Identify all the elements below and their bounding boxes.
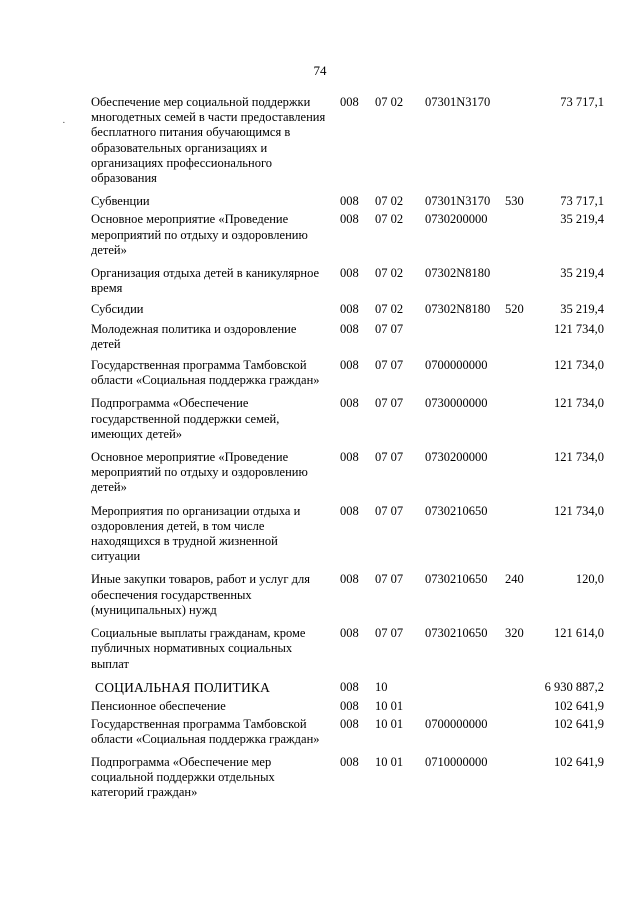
row-name: Мероприятия по организации отдыха и оздоровления детей, в том числе находящихся в трудной жизненной ситуации (91, 503, 301, 564)
row-name: Иные закупки товаров, работ и услуг для обеспечения государственных (муниципальных) нужд (91, 572, 311, 617)
row-amount: 121 734,0 (554, 450, 604, 465)
row-ministry-code: 008 (340, 698, 359, 713)
row-ministry-code: 008 (340, 95, 359, 109)
row-target-code: 07301N3170 (425, 194, 491, 209)
row-ministry-code: 008 (340, 503, 359, 518)
row-ministry-code: 008 (340, 572, 359, 587)
row-section-code: 07 02 (375, 266, 404, 281)
row-amount: 6 930 887,2 (544, 679, 604, 694)
row-amount: 35 219,4 (560, 212, 604, 227)
row-ministry-code: 008 (340, 754, 359, 769)
row-section-code: 07 07 (375, 572, 404, 587)
row-target-code: 0700000000 (425, 358, 488, 373)
table-row (0, 626, 640, 672)
row-ministry-code: 008 (340, 679, 359, 694)
row-name: СОЦИАЛЬНАЯ ПОЛИТИКА (95, 679, 271, 695)
row-expense-type-code: 530 (505, 194, 524, 209)
row-amount: 120,0 (575, 572, 604, 587)
table-row (0, 699, 640, 714)
row-target-code: 0730200000 (425, 450, 488, 465)
table-row (0, 266, 640, 296)
row-ministry-code: 008 (340, 321, 359, 336)
row-section-code: 10 01 (375, 754, 404, 769)
row-target-code: 0730200000 (425, 212, 488, 227)
row-target-code: 0700000000 (425, 717, 488, 732)
row-name: Субвенции (91, 194, 150, 209)
budget-table (0, 95, 640, 804)
row-name: Пенсионное обеспечение (91, 698, 226, 713)
row-section-code: 07 02 (375, 212, 404, 227)
row-ministry-code: 008 (340, 626, 359, 641)
table-row (0, 396, 640, 442)
row-name: Организация отдыха детей в каникулярное время (91, 266, 320, 296)
row-name: Молодежная политика и оздоровление детей (91, 321, 297, 351)
row-name: Основное мероприятие «Проведение мероприятий по отдыху и оздоровлению детей» (91, 212, 308, 257)
row-target-code: 0730210650 (425, 503, 488, 518)
row-expense-type-code: 240 (505, 572, 524, 587)
row-section-code: 07 02 (375, 194, 404, 209)
table-row (0, 358, 640, 388)
row-section-code: 07 07 (375, 626, 404, 641)
row-amount: 121 734,0 (554, 503, 604, 518)
row-target-code: 07302N8180 (425, 302, 491, 317)
row-ministry-code: 008 (340, 450, 359, 465)
row-amount: 73 717,1 (560, 194, 604, 209)
row-ministry-code: 008 (340, 302, 359, 317)
row-amount: 35 219,4 (560, 266, 604, 281)
row-ministry-code: 008 (340, 358, 359, 373)
table-row (0, 322, 640, 352)
row-name: Подпрограмма «Обеспечение мер социальной поддержки отдельных категорий граждан» (91, 754, 275, 799)
row-name: Подпрограмма «Обеспечение государственной поддержки семей, имеющих детей» (91, 396, 280, 441)
row-amount: 121 734,0 (554, 396, 604, 411)
row-ministry-code: 008 (340, 717, 359, 732)
row-expense-type-code: 520 (505, 302, 524, 317)
row-target-code: 07301N3170 (425, 95, 491, 109)
table-row (0, 450, 640, 496)
row-name: Субсидии (91, 302, 144, 317)
table-row (0, 302, 640, 317)
row-target-code: 0730210650 (425, 572, 488, 587)
row-name: Обеспечение мер социальной поддержки многодетных семей в части предоставления бесплатного питания обучающимся в образовательных организациях и организациях профессионального образования (91, 95, 326, 186)
table-row (0, 717, 640, 747)
row-target-code: 0710000000 (425, 754, 488, 769)
row-amount: 102 641,9 (554, 717, 604, 732)
row-amount: 121 734,0 (554, 358, 604, 373)
row-section-code: 07 07 (375, 503, 404, 518)
table-row (0, 504, 640, 565)
row-section-code: 07 02 (375, 302, 404, 317)
row-amount: 35 219,4 (560, 302, 604, 317)
row-amount: 73 717,1 (560, 95, 604, 109)
row-section-code: 10 01 (375, 717, 404, 732)
row-section-code: 07 02 (375, 95, 404, 109)
table-row (0, 755, 640, 801)
margin-mark: · (62, 117, 66, 129)
row-name: Основное мероприятие «Проведение мероприятий по отдыху и оздоровлению детей» (91, 450, 308, 495)
row-section-code: 07 07 (375, 321, 404, 336)
row-target-code: 07302N8180 (425, 266, 491, 281)
table-row (0, 212, 640, 258)
row-ministry-code: 008 (340, 396, 359, 411)
row-section-code: 07 07 (375, 450, 404, 465)
row-name: Государственная программа Тамбовской области «Социальная поддержка граждан» (91, 358, 320, 388)
row-ministry-code: 008 (340, 212, 359, 227)
row-ministry-code: 008 (340, 266, 359, 281)
row-name: Социальные выплаты гражданам, кроме публичных нормативных социальных выплат (91, 626, 306, 671)
table-row (0, 194, 640, 209)
row-section-code: 10 01 (375, 698, 404, 713)
table-row (0, 95, 640, 186)
table-row (0, 572, 640, 618)
row-amount: 121 734,0 (554, 321, 604, 336)
row-target-code: 0730210650 (425, 626, 488, 641)
row-target-code: 0730000000 (425, 396, 488, 411)
page-number: 74 (313, 63, 327, 78)
row-amount: 102 641,9 (554, 754, 604, 769)
row-amount: 121 614,0 (554, 626, 604, 641)
row-section-code: 10 (375, 679, 388, 694)
row-expense-type-code: 320 (505, 626, 524, 641)
row-section-code: 07 07 (375, 358, 404, 373)
row-name: Государственная программа Тамбовской области «Социальная поддержка граждан» (91, 717, 320, 747)
row-amount: 102 641,9 (554, 698, 604, 713)
row-section-code: 07 07 (375, 396, 404, 411)
table-row (0, 680, 640, 695)
row-ministry-code: 008 (340, 194, 359, 209)
